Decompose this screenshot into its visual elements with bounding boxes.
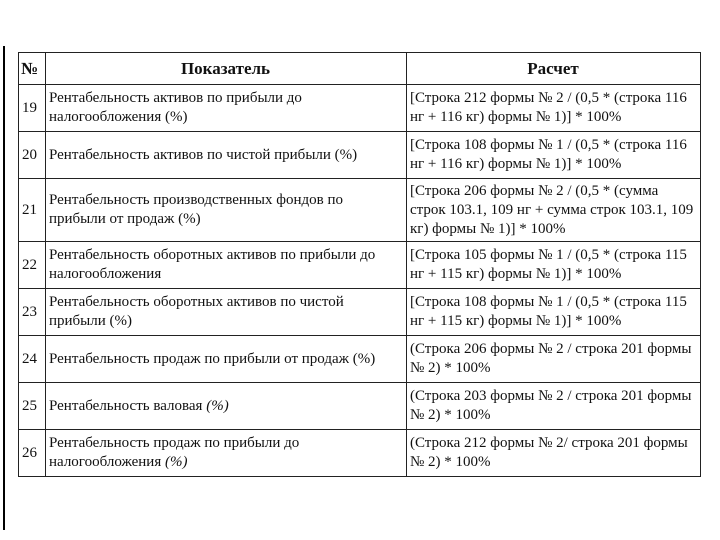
row-calculation: [Строка 108 формы № 1 / (0,5 * (строка 116 нг + 116 кг) формы № 1)] * 100% (407, 132, 701, 179)
row-number: 23 (19, 289, 46, 336)
row-indicator: Рентабельность производственных фондов по прибыли от продаж (%) (46, 179, 407, 242)
row-indicator-unit: (%) (206, 397, 229, 414)
row-indicator-text: Рентабельность валовая (49, 397, 203, 414)
row-number: 24 (19, 336, 46, 383)
row-indicator-text: Рентабельность продаж по прибыли до налогообложения (49, 435, 300, 470)
table-row (19, 336, 701, 383)
table-row (19, 383, 701, 430)
row-calculation: [Строка 206 формы № 2 / (0,5 * (сумма строк 103.1, 109 нг + сумма строк 103.1, 109 кг) формы № 1)] * 100% (407, 179, 701, 242)
row-indicator: Рентабельность продаж по прибыли от продаж (%) (46, 336, 407, 383)
row-indicator: Рентабельность активов по чистой прибыли (%) (46, 132, 407, 179)
row-calculation: [Строка 108 формы № 1 / (0,5 * (строка 115 нг + 115 кг) формы № 1)] * 100% (407, 289, 701, 336)
row-calculation: [Строка 212 формы № 2 / (0,5 * (строка 116 нг + 116 кг) формы № 1)] * 100% (407, 85, 701, 132)
table-row (19, 132, 701, 179)
row-number: 22 (19, 242, 46, 289)
row-indicator: Рентабельность оборотных активов по прибыли до налогообложения (46, 242, 407, 289)
row-indicator: Рентабельность активов по прибыли до налогообложения (%) (46, 85, 407, 132)
row-indicator (46, 430, 407, 477)
row-number: 20 (19, 132, 46, 179)
row-indicator (46, 383, 407, 430)
table-row (19, 242, 701, 289)
header-number: № (19, 53, 46, 85)
header-calculation: Расчет (407, 53, 701, 85)
left-margin-rule (3, 46, 5, 530)
row-calculation: (Строка 212 формы № 2/ строка 201 формы № 2) * 100% (407, 430, 701, 477)
row-number: 21 (19, 179, 46, 242)
header-indicator: Показатель (46, 53, 407, 85)
table-row (19, 430, 701, 477)
row-calculation: (Строка 203 формы № 2 / строка 201 формы № 2) * 100% (407, 383, 701, 430)
row-indicator-unit: (%) (164, 454, 188, 470)
row-number: 25 (19, 383, 46, 430)
row-number: 26 (19, 430, 46, 477)
row-calculation: [Строка 105 формы № 1 / (0,5 * (строка 115 нг + 115 кг) формы № 1)] * 100% (407, 242, 701, 289)
table-row (19, 179, 701, 242)
table-row (19, 289, 701, 336)
row-calculation: (Строка 206 формы № 2 / строка 201 формы № 2) * 100% (407, 336, 701, 383)
row-indicator: Рентабельность оборотных активов по чистой прибыли (%) (46, 289, 407, 336)
table-row (19, 85, 701, 132)
row-number: 19 (19, 85, 46, 132)
profitability-table (18, 52, 701, 477)
table-header-row (19, 53, 701, 85)
